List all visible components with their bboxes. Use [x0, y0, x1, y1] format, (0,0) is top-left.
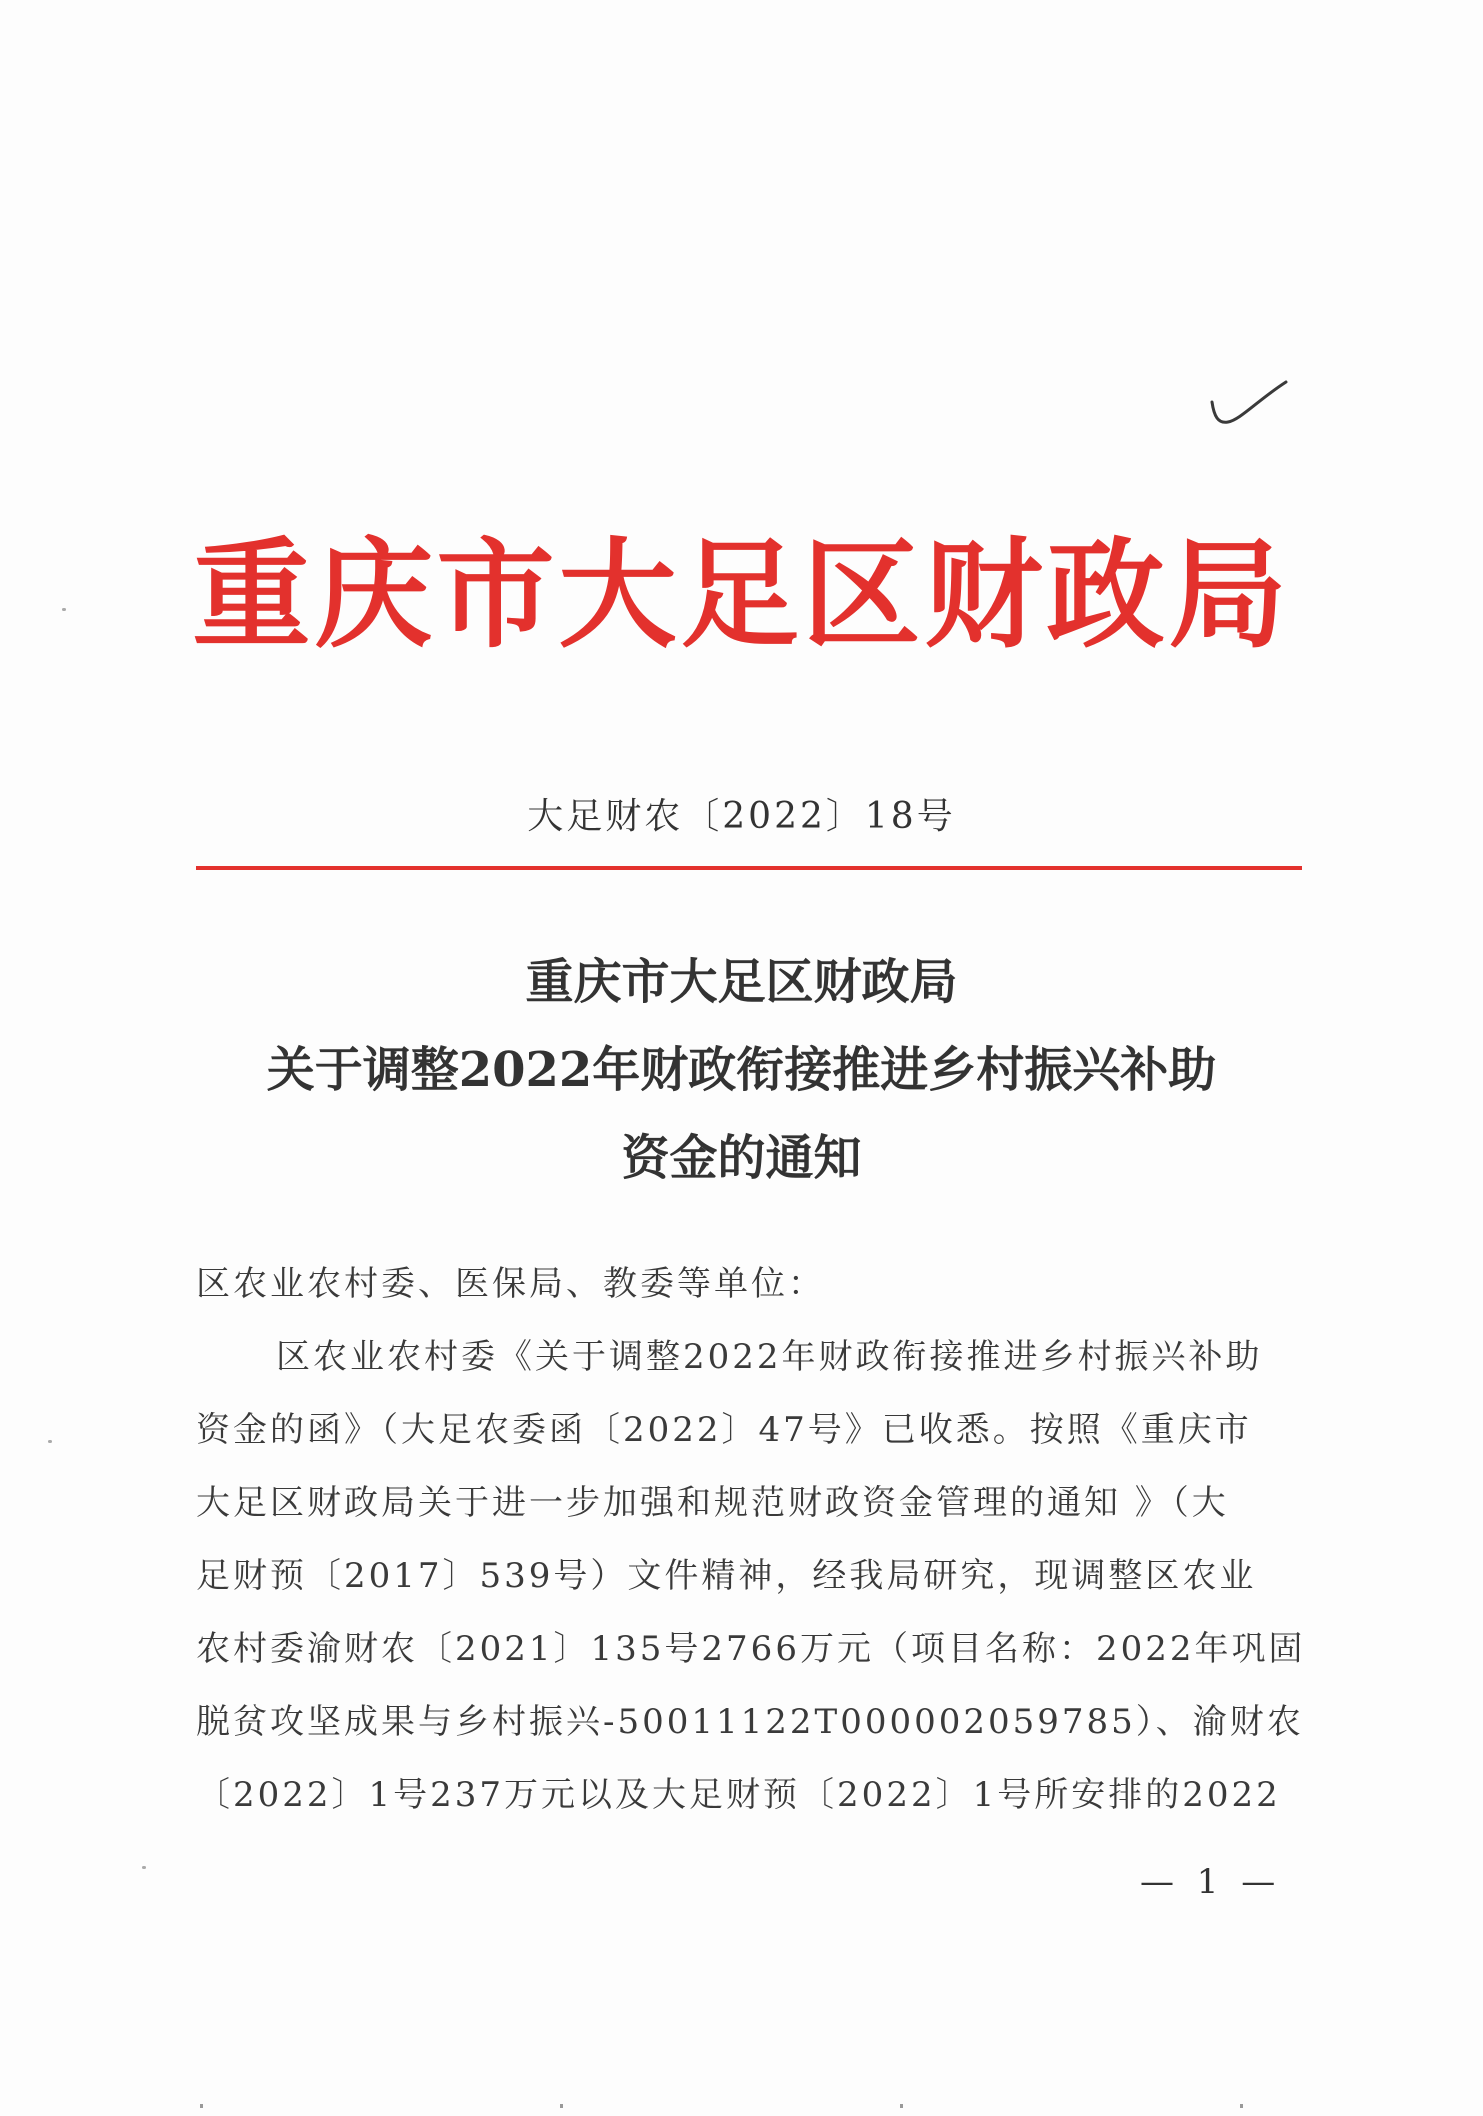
- body-line-1: 区农业农村委《关于调整2022年财政衔接推进乡村振兴补助: [276, 1337, 1263, 1377]
- body-line-2: 资金的函》（大足农委函〔2022〕47号》已收悉。按照《重庆市: [196, 1410, 1252, 1450]
- document-title: [0, 938, 1483, 1202]
- body-line-5: 农村委渝财农〔2021〕135号2766万元（项目名称：2022年巩固: [196, 1629, 1306, 1669]
- page-number: — 1 —: [1140, 1862, 1282, 1902]
- body-line-4: 足财预〔2017〕539号）文件精神，经我局研究，现调整区农业: [196, 1556, 1257, 1596]
- scan-speck: [62, 608, 66, 611]
- body-line-3: 大足区财政局关于进一步加强和规范财政资金管理的通知 》（大: [196, 1483, 1229, 1523]
- scan-edge-marks: [0, 2104, 1483, 2108]
- scan-speck: [142, 1866, 146, 1869]
- title-line-1: 重庆市大足区财政局: [525, 954, 958, 1010]
- salutation: 区农业农村委、医保局、教委等单位：: [196, 1264, 825, 1304]
- body-line-7: 〔2022〕1号237万元以及大足财预〔2022〕1号所安排的2022: [196, 1775, 1281, 1815]
- red-divider: [196, 866, 1302, 870]
- document-number: 大足财农〔2022〕18号: [527, 796, 956, 837]
- scan-speck: [48, 1440, 52, 1443]
- body-line-6: 脱贫攻坚成果与乡村振兴-50011122T000002059785）、渝财农: [196, 1702, 1304, 1742]
- document-body: [196, 1248, 1306, 1832]
- checkmark-icon: [1210, 380, 1290, 440]
- issuing-organization: 重庆市大足区财政局: [192, 526, 1291, 664]
- title-line-2: 关于调整2022年财政衔接推进乡村振兴补助: [266, 1042, 1217, 1098]
- title-line-3: 资金的通知: [621, 1130, 862, 1186]
